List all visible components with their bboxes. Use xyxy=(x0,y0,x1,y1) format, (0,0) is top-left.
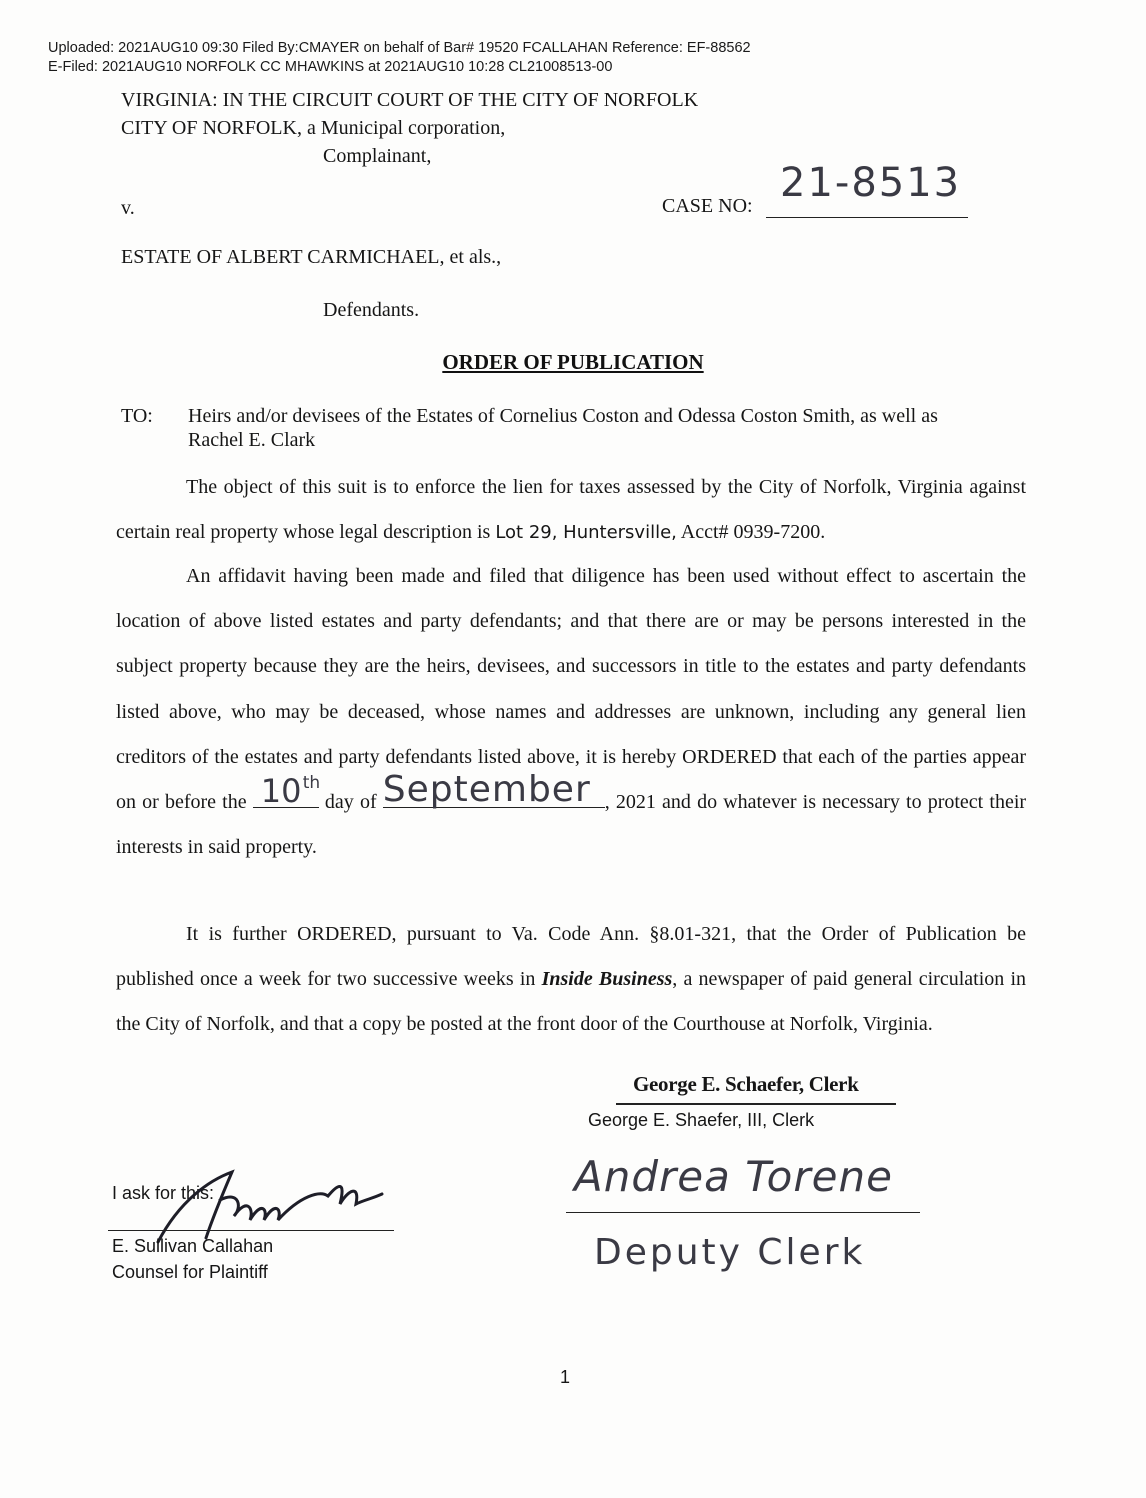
paragraph2-day-of: day of xyxy=(324,791,377,814)
court-heading: VIRGINIA: IN THE CIRCUIT COURT OF THE CITY OF NORFOLK xyxy=(121,89,699,111)
page-number: 1 xyxy=(560,1367,571,1387)
counsel-signature-line xyxy=(108,1230,394,1231)
paragraph-publication xyxy=(116,912,1026,1047)
document-title: ORDER OF PUBLICATION xyxy=(442,350,704,374)
paragraph3-text: It is further ORDERED, pursuant to Va. Code Ann. §8.01-321, that the Order of Publication be published once a week for two successive weeks in xyxy=(116,923,1026,990)
clerk-printed-name: George E. Shaefer, III, Clerk xyxy=(588,1110,815,1130)
day-suffix-handwritten: th xyxy=(302,773,321,794)
ask-for-this-label: I ask for this: xyxy=(112,1183,215,1203)
paragraph2-text: An affidavit having been made and filed that diligence has been used without effect to ascertain the location of above listed estates and party defendants; and that there are or may be persons interested in the subject property because they are the heirs, devisees, and successors in title to the estates and party defendants listed above, who may be deceased, whose names and addresses are unknown, including any general lien creditors of the estates and party defendants listed above, it is hereby ORDERED that each of the parties appear on or before the xyxy=(116,565,1026,814)
deputy-clerk-signature: Andrea Torene xyxy=(574,1152,893,1201)
to-label: TO: xyxy=(121,405,153,427)
efiled-stamp-line: E-Filed: 2021AUG10 NORFOLK CC MHAWKINS at 2021AUG10 10:28 CL21008513-00 xyxy=(48,59,613,75)
plaintiff-role: Complainant, xyxy=(323,145,432,167)
defendant-name: ESTATE OF ALBERT CARMICHAEL, et als., xyxy=(121,246,502,268)
plaintiff-name: CITY OF NORFOLK, a Municipal corporation, xyxy=(121,117,506,139)
defendant-role: Defendants. xyxy=(323,299,420,321)
publication-name: Inside Business xyxy=(541,968,673,990)
paragraph-object-of-suit xyxy=(116,465,1026,555)
paragraph3-tail: , a newspaper of paid general circulation in the City of Norfolk, and that a copy be posted at the front door of the Courthouse at Norfolk, Virginia. xyxy=(116,968,1026,1035)
case-number-label: CASE NO: xyxy=(662,195,753,217)
to-recipients-line2: Rachel E. Clark xyxy=(188,429,316,451)
counsel-role: Counsel for Plaintiff xyxy=(112,1262,268,1282)
upload-stamp-line: Uploaded: 2021AUG10 09:30 Filed By:CMAYER on behalf of Bar# 19520 FCALLAHAN Reference: EF-88562 xyxy=(48,40,751,56)
case-number-handwritten: 21-8513 xyxy=(780,160,962,206)
clerk-stamp-name: George E. Schaefer, Clerk xyxy=(633,1072,859,1096)
counsel-name: E. Sullivan Callahan xyxy=(112,1236,274,1256)
day-blank xyxy=(253,772,321,811)
deputy-clerk-title: Deputy Clerk xyxy=(594,1232,866,1273)
case-number-underline xyxy=(766,217,968,218)
deputy-signature-line xyxy=(566,1212,920,1213)
to-recipients-line1: Heirs and/or devisees of the Estates of Cornelius Coston and Odessa Coston Smith, as well as xyxy=(188,405,938,427)
paragraph2-tail: , 2021 and do whatever is necessary to protect their interests in said property. xyxy=(116,791,1027,859)
property-description: Lot 29, Huntersville, xyxy=(495,522,677,543)
month-blank xyxy=(382,769,605,811)
paragraph1-account: Acct# 0939-7200. xyxy=(676,521,826,543)
paragraph-affidavit xyxy=(116,554,1026,870)
month-handwritten: September xyxy=(382,769,591,811)
day-handwritten: 10 xyxy=(260,772,302,811)
paragraph1-text: The object of this suit is to enforce the lien for taxes assessed by the City of Norfolk, Virginia against certain real property whose legal description is xyxy=(116,476,1026,543)
clerk-signature-line xyxy=(616,1103,896,1105)
versus: v. xyxy=(121,197,135,219)
